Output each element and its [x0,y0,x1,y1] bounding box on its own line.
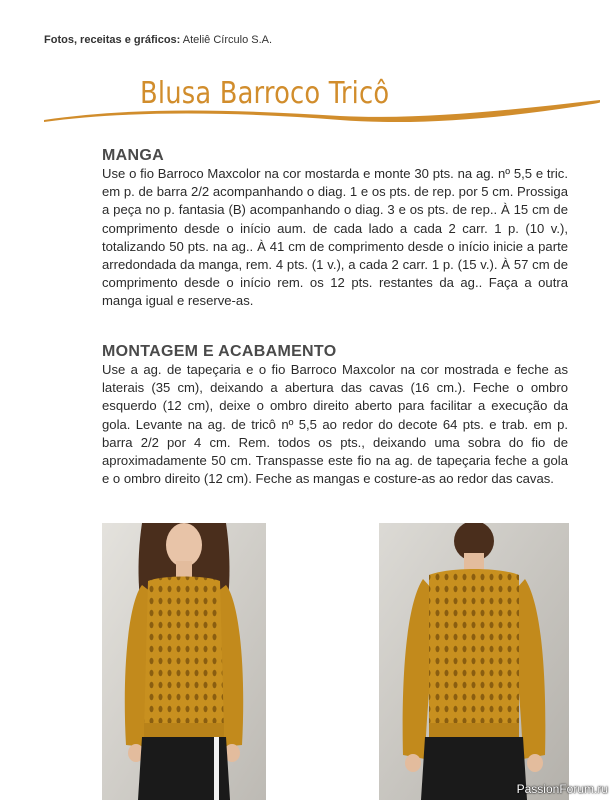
sweater-back-illustration [379,523,569,800]
page-title: Blusa Barroco Tricô [140,76,390,111]
section-body: Use a ag. de tapeçaria e o fio Barroco Maxcolor na cor mostrada e feche as laterais (35 cm), deixando a abertura das cavas (16 cm.). Feche o ombro esquerdo (12 cm), deixe o ombro direito aberto para facilitar a execução da gola. Levante na ag. de tricô nº 5,5 ao redor do decote 64 pts. e trab. em p. barra 2/2 por 4 cm. Rem. todos os pts., deixando uma sobra do fio de aproximadamente 50 cm. Transpasse este fio na ag. de tapeçaria feche a gola e o ombro direito (12 cm). Feche as mangas e costure-as ao redor das cavas. [102,362,568,487]
section-heading: MANGA [102,147,164,164]
section-montagem [102,343,568,488]
credits-label: Fotos, receitas e gráficos: [44,34,181,46]
credits-value: Ateliê Círculo S.A. [182,34,273,46]
title-banner [40,70,600,140]
section-body: Use o fio Barroco Maxcolor na cor mostarda e monte 30 pts. na ag. nº 5,5 e tric. em p. de barra 2/2 acompanhando o diag. 1 e os pts. de rep. por 5 cm. Prossiga a peça no p. fantasia (B) acompanhando o diag. 3 e os pts. de rep.. À 15 cm de comprimento desde o início aum. de cada lado a cada 2 carr. 1 p. (10 v.), totalizando 50 pts. na ag.. À 41 cm de comprimento desde o início inicie a parte arredondada da manga, rem. 4 pts. (1 v.), a cada 2 carr. 1 p. (15 v.). À 57 cm de comprimento desde o início rem. os 12 pts. restantes da ag.. Faça a outra manga igual e reserve-as. [102,166,568,309]
photo-back-view [379,523,569,800]
section-manga [102,147,568,311]
watermark: PassionForum.ru [516,782,608,796]
section-heading: MONTAGEM E ACABAMENTO [102,343,337,360]
photo-credits [44,34,272,46]
photo-front-view [102,523,266,800]
sweater-front-illustration [102,523,266,800]
